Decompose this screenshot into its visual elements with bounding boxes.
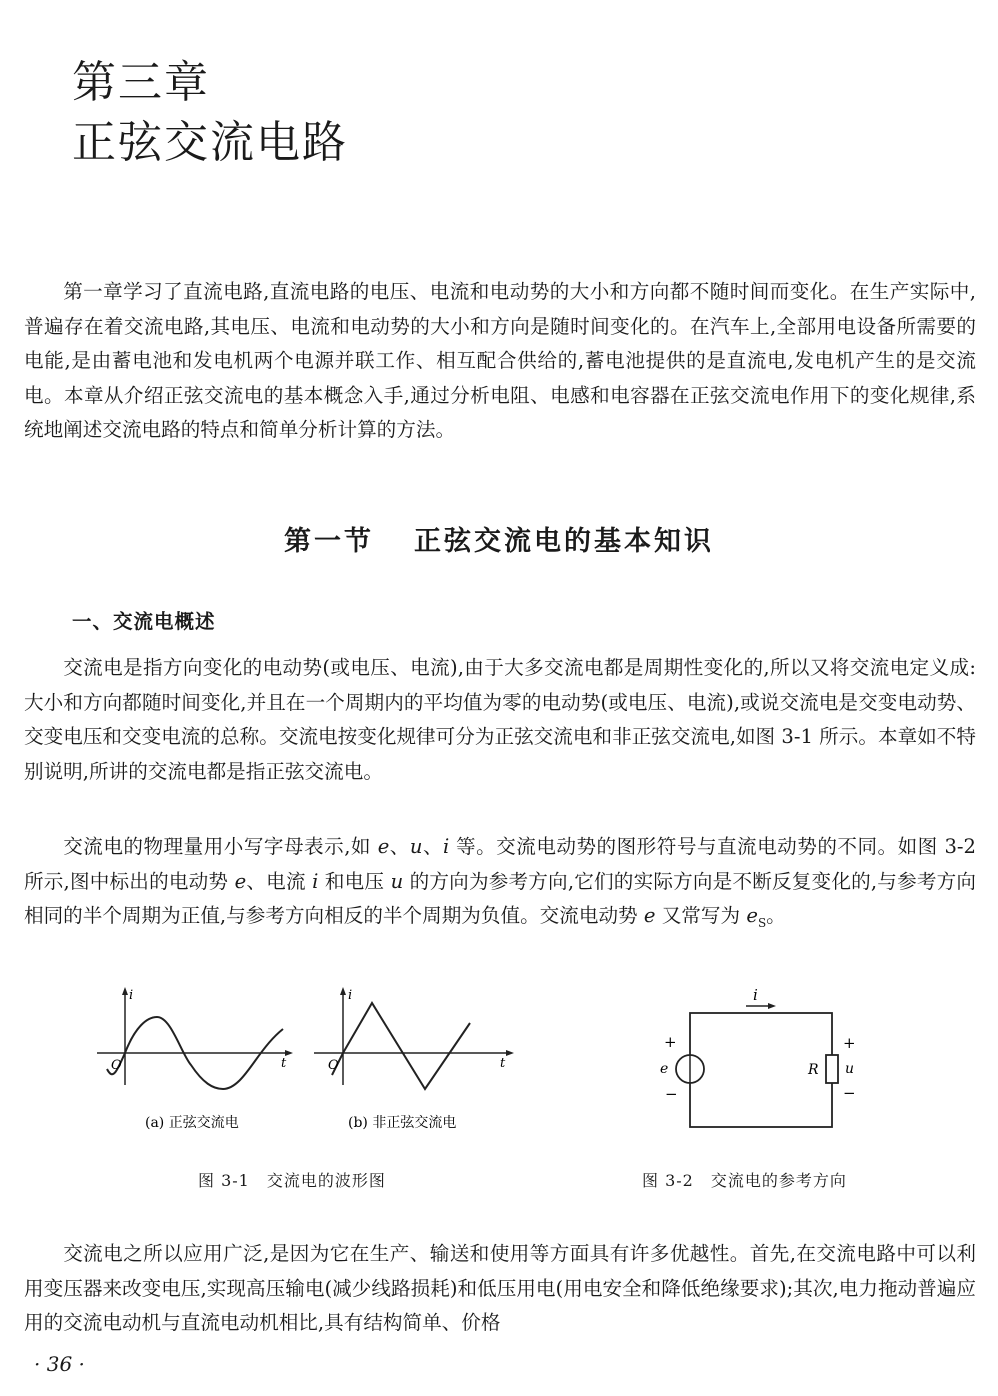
subsection-heading: 一、交流电概述 — [72, 610, 216, 633]
section-number: 第一节 — [284, 526, 374, 557]
resistor-icon — [826, 1055, 838, 1083]
y-axis-arrow — [122, 987, 128, 995]
source-minus: − — [665, 1085, 678, 1103]
x-axis-label: t — [281, 1056, 287, 1071]
current-arrow-head — [768, 1003, 776, 1009]
resistor-label: R — [808, 1062, 819, 1078]
chapter-label: 第三章 — [72, 57, 210, 108]
paragraph-ac-quantities: 交流电的物理量用小写字母表示,如 e、u、i 等。交流电动势的图形符号与直流电动势的不同。如图 3-2 所示,图中标出的电动势 e、电流 i 和电压 u 的方向为参考方向,它们的实际方向是不断反复变化的,与参考方向相同的半个周期为正值,与参考方向相反的半个周期为负值。交流电动势 e 又常写为 $e_S$。 — [24, 835, 977, 930]
voltage-label: u — [845, 1061, 855, 1077]
figure-circuit-diagram — [640, 985, 880, 1135]
figure-sine-waveform — [95, 985, 295, 1135]
voltage-minus: − — [843, 1084, 856, 1102]
x-axis-arrow — [506, 1050, 514, 1056]
origin-label: O — [111, 1058, 122, 1073]
y-axis-label: i — [348, 988, 353, 1003]
paragraph-ac-overview: 交流电是指方向变化的电动势(或电压、电流),由于大多交流电都是周期性变化的,所以又将交流电定义成:大小和方向都随时间变化,并且在一个周期内的平均值为零的电动势(或电压、电流),或说交流电是交变电动势、交变电压和交变电流的总称。交流电按变化规律可分为正弦交流电和非正弦交流电,如图 3-1 所示。本章如不特别说明,所讲的交流电都是指正弦交流电。 — [24, 656, 976, 783]
chapter-title: 正弦交流电路 — [72, 117, 348, 168]
figure-a-label: (a) 正弦交流电 — [145, 1115, 239, 1131]
source-plus: + — [664, 1033, 677, 1051]
x-axis-label: t — [500, 1056, 506, 1071]
y-axis-arrow — [340, 987, 346, 995]
intro-paragraph: 第一章学习了直流电路,直流电路的电压、电流和电动势的大小和方向都不随时间而变化。在生产实际中,普遍存在着交流电路,其电压、电流和电动势的大小和方向是随时间变化的。在汽车上,全部用电设备所需要的电能,是由蓄电池和发电机两个电源并联工作、相互配合供给的,蓄电池提供的是直流电,发电机产生的是交流电。本章从介绍正弦交流电的基本概念入手,通过分析电阻、电感和电容器在正弦交流电作用下的变化规律,系统地阐述交流电路的特点和简单分析计算的方法。 — [24, 280, 976, 441]
figure-3-2-caption: 图 3-2 交流电的参考方向 — [642, 1171, 847, 1190]
page-number: · 36 · — [34, 1352, 85, 1376]
figure-triangle-waveform — [310, 985, 520, 1135]
paragraph-ac-advantages: 交流电之所以应用广泛,是因为它在生产、输送和使用等方面具有许多优越性。首先,在交流电路中可以利用变压器来改变电压,实现高压输电(减少线路损耗)和低压用电(用电安全和降低绝缘要求);其次,电力拖动普遍应用的交流电动机与直流电动机相比,具有结构简单、价格 — [24, 1242, 976, 1334]
section-heading — [0, 519, 998, 558]
voltage-plus: + — [843, 1034, 856, 1052]
source-label: e — [660, 1061, 669, 1077]
origin-label: O — [328, 1058, 339, 1073]
figure-b-label: (b) 非正弦交流电 — [348, 1115, 457, 1131]
triangle-curve — [332, 1003, 470, 1089]
figure-3-1-caption: 图 3-1 交流电的波形图 — [198, 1171, 386, 1190]
section-title: 正弦交流电的基本知识 — [414, 526, 714, 557]
current-label: i — [753, 986, 758, 1004]
y-axis-label: i — [129, 988, 134, 1003]
